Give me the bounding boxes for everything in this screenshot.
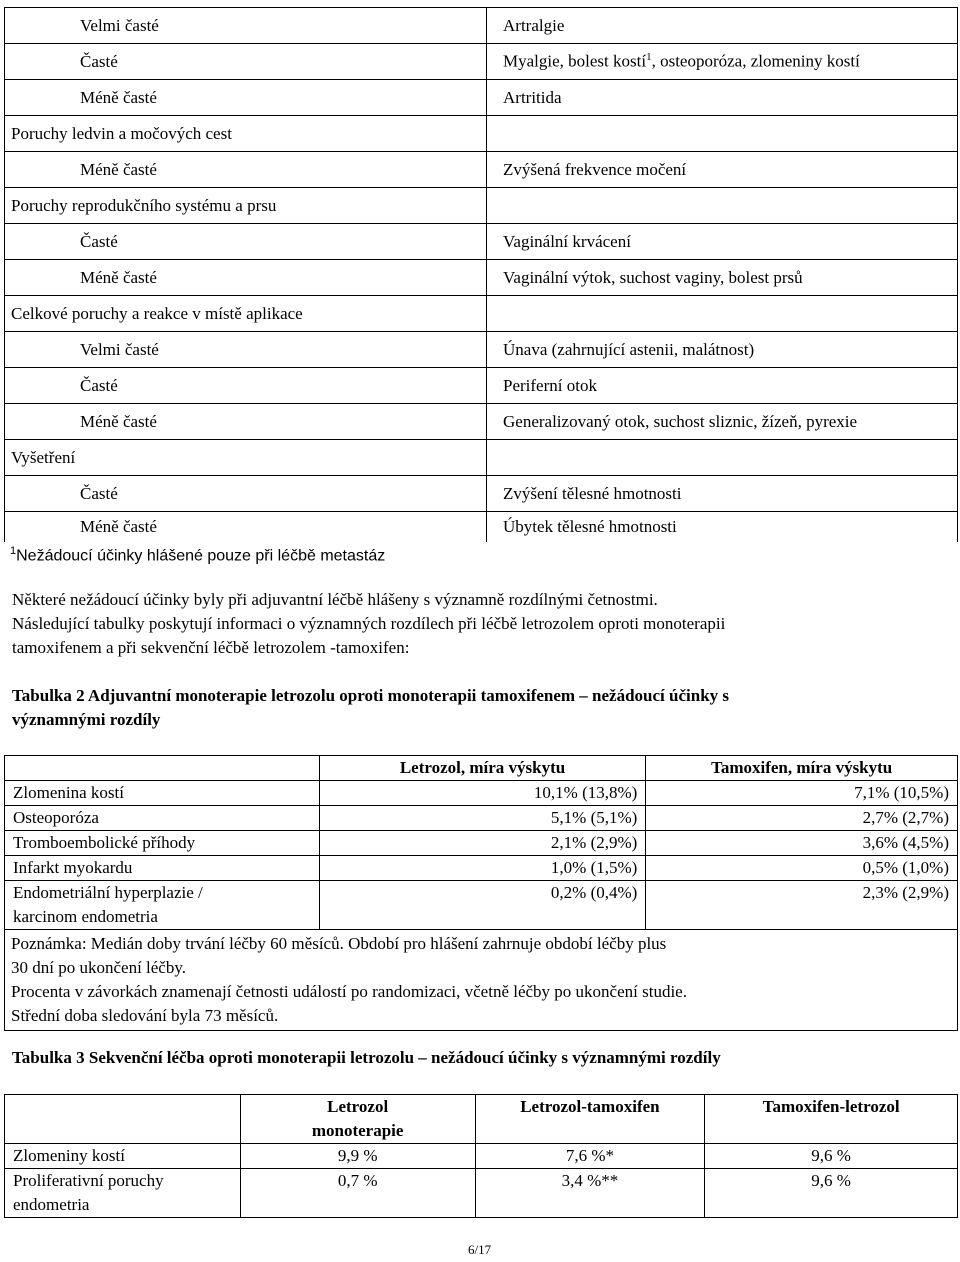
frequency-label: Časté bbox=[5, 224, 487, 260]
table2-letrozol-value: 10,1% (13,8%) bbox=[319, 781, 646, 806]
table-row bbox=[5, 260, 958, 296]
ae-footnote bbox=[10, 541, 385, 566]
table3-header-letrozol-tamoxifen: Letrozol-tamoxifen bbox=[475, 1095, 705, 1144]
table-row bbox=[5, 512, 958, 543]
table-row bbox=[5, 332, 958, 368]
table2-note-row bbox=[5, 930, 958, 1031]
table2-header-empty bbox=[5, 756, 320, 781]
table-row bbox=[5, 8, 958, 44]
table3-header-letrozol-line2: monoterapie bbox=[311, 1121, 404, 1140]
table2-letrozol-value: 1,0% (1,5%) bbox=[319, 856, 646, 881]
adverse-effect: Vaginální výtok, suchost vaginy, bolest prsů bbox=[487, 260, 958, 296]
frequency-label: Velmi časté bbox=[5, 332, 487, 368]
table-row bbox=[5, 224, 958, 260]
table2 bbox=[4, 755, 958, 1031]
table3-header-letrozol-line1: Letrozol bbox=[327, 1097, 389, 1116]
frequency-label: Méně časté bbox=[5, 404, 487, 440]
footnote-sup: 1 bbox=[10, 545, 17, 557]
frequency-label: Méně časté bbox=[5, 152, 487, 188]
adverse-effect bbox=[487, 188, 958, 224]
adverse-effects-table bbox=[4, 7, 958, 542]
table3 bbox=[4, 1094, 958, 1218]
table3-value: 7,6 %* bbox=[475, 1144, 705, 1169]
table-row bbox=[5, 80, 958, 116]
table2-tamoxifen-value: 2,7% (2,7%) bbox=[646, 806, 958, 831]
table3-caption: Tabulka 3 Sekvenční léčba oproti monoterapii letrozolu – nežádoucí účinky s významnými rozdíly bbox=[12, 1048, 721, 1067]
table2-row-label-line2: karcinom endometria bbox=[13, 907, 158, 926]
footnote-ref: 1 bbox=[646, 51, 652, 64]
table-row bbox=[5, 476, 958, 512]
adverse-effect: Únava (zahrnující astenii, malátnost) bbox=[487, 332, 958, 368]
table-row bbox=[5, 44, 958, 80]
section-heading: Poruchy ledvin a močových cest bbox=[5, 116, 487, 152]
table2-header-letrozol: Letrozol, míra výskytu bbox=[319, 756, 646, 781]
table-row bbox=[5, 1144, 958, 1169]
adverse-effect: Zvýšená frekvence močení bbox=[487, 152, 958, 188]
table2-tamoxifen-value: 0,5% (1,0%) bbox=[646, 856, 958, 881]
table-row bbox=[5, 152, 958, 188]
intro-line-1: Některé nežádoucí účinky byly při adjuvantní léčbě hlášeny s významně rozdílnými četnostmi. bbox=[12, 590, 658, 609]
adverse-effect: Artralgie bbox=[487, 8, 958, 44]
table2-row-label: Infarkt myokardu bbox=[5, 856, 320, 881]
table2-note bbox=[5, 930, 958, 1031]
table3-row-label: Zlomeniny kostí bbox=[5, 1144, 241, 1169]
table-row bbox=[5, 856, 958, 881]
adverse-effect: Periferní otok bbox=[487, 368, 958, 404]
table3-header-empty bbox=[5, 1095, 241, 1144]
table-row bbox=[5, 1169, 958, 1218]
table2-note-line: 30 dní po ukončení léčby. bbox=[11, 958, 186, 977]
table-row bbox=[5, 831, 958, 856]
adverse-effect bbox=[487, 440, 958, 476]
table3-value: 9,9 % bbox=[240, 1144, 475, 1169]
page-number: 6/17 bbox=[468, 1242, 492, 1257]
adverse-effect bbox=[487, 116, 958, 152]
table2-note-line: Poznámka: Medián doby trvání léčby 60 měsíců. Období pro hlášení zahrnuje období léčby plus bbox=[11, 934, 667, 953]
table-row bbox=[5, 806, 958, 831]
table2-tamoxifen-value: 2,3% (2,9%) bbox=[646, 881, 958, 930]
frequency-label: Méně časté bbox=[5, 80, 487, 116]
table3-value: 9,6 % bbox=[705, 1144, 958, 1169]
adverse-effect: Úbytek tělesné hmotnosti bbox=[487, 512, 958, 543]
table2-letrozol-value: 5,1% (5,1%) bbox=[319, 806, 646, 831]
table2-letrozol-value: 0,2% (0,4%) bbox=[319, 881, 646, 930]
table2-row-label bbox=[5, 881, 320, 930]
adverse-effect: Artritida bbox=[487, 80, 958, 116]
table2-row-label: Zlomenina kostí bbox=[5, 781, 320, 806]
frequency-label: Méně časté bbox=[5, 260, 487, 296]
intro-line-3: tamoxifenem a při sekvenční léčbě letrozolem -tamoxifen: bbox=[12, 638, 410, 657]
footnote-text: Nežádoucí účinky hlášené pouze při léčbě metastáz bbox=[16, 547, 386, 565]
table-row bbox=[5, 404, 958, 440]
frequency-label: Časté bbox=[5, 476, 487, 512]
table3-value: 9,6 % bbox=[705, 1169, 958, 1218]
table2-note-line: Procenta v závorkách znamenají četnosti událostí po randomizaci, včetně léčby po ukončení studie. bbox=[11, 982, 687, 1001]
table3-value: 0,7 % bbox=[240, 1169, 475, 1218]
table2-caption-line-1: Tabulka 2 Adjuvantní monoterapie letrozolu oproti monoterapii tamoxifenem – nežádoucí účinky s bbox=[12, 686, 730, 705]
table2-tamoxifen-value: 7,1% (10,5%) bbox=[646, 781, 958, 806]
table3-header-tamoxifen-letrozol: Tamoxifen-letrozol bbox=[705, 1095, 958, 1144]
table3-row-label-line1: Proliferativní poruchy bbox=[13, 1171, 164, 1190]
adverse-effect bbox=[487, 44, 958, 80]
table3-value: 3,4 %** bbox=[475, 1169, 705, 1218]
table-row bbox=[5, 188, 958, 224]
table2-note-line: Střední doba sledování byla 73 měsíců. bbox=[11, 1006, 279, 1025]
table-row bbox=[5, 781, 958, 806]
adverse-effect: Zvýšení tělesné hmotnosti bbox=[487, 476, 958, 512]
table2-row-label: Osteoporóza bbox=[5, 806, 320, 831]
table2-header-row bbox=[5, 756, 958, 781]
adverse-effect-text: Myalgie, bolest kostí bbox=[503, 51, 647, 71]
table2-letrozol-value: 2,1% (2,9%) bbox=[319, 831, 646, 856]
adverse-effect bbox=[487, 296, 958, 332]
table-row bbox=[5, 296, 958, 332]
section-heading: Celkové poruchy a reakce v místě aplikace bbox=[5, 296, 487, 332]
frequency-label: Časté bbox=[5, 368, 487, 404]
table2-tamoxifen-value: 3,6% (4,5%) bbox=[646, 831, 958, 856]
table2-header-tamoxifen: Tamoxifen, míra výskytu bbox=[646, 756, 958, 781]
table-row bbox=[5, 440, 958, 476]
section-heading: Poruchy reprodukčního systému a prsu bbox=[5, 188, 487, 224]
table3-row-label-line2: endometria bbox=[13, 1195, 90, 1214]
table2-row-label: Tromboembolické příhody bbox=[5, 831, 320, 856]
frequency-label: Velmi časté bbox=[5, 8, 487, 44]
table3-row-label bbox=[5, 1169, 241, 1218]
frequency-label: Méně časté bbox=[5, 512, 487, 543]
frequency-label: Časté bbox=[5, 44, 487, 80]
table-row bbox=[5, 368, 958, 404]
section-heading: Vyšetření bbox=[5, 440, 487, 476]
adverse-effect: Vaginální krvácení bbox=[487, 224, 958, 260]
intro-line-2: Následující tabulky poskytují informaci o významných rozdílech při léčbě letrozolem oproti monoterapii bbox=[12, 614, 726, 633]
adverse-effect-text-rest: , osteoporóza, zlomeniny kostí bbox=[651, 51, 860, 71]
table3-header-letrozol bbox=[240, 1095, 475, 1144]
table-row bbox=[5, 116, 958, 152]
adverse-effect: Generalizovaný otok, suchost sliznic, žízeň, pyrexie bbox=[487, 404, 958, 440]
table2-row-label-line1: Endometriální hyperplazie / bbox=[13, 883, 203, 902]
table2-caption-line-2: významnými rozdíly bbox=[12, 710, 161, 729]
table-row bbox=[5, 881, 958, 930]
table3-header-row bbox=[5, 1095, 958, 1144]
